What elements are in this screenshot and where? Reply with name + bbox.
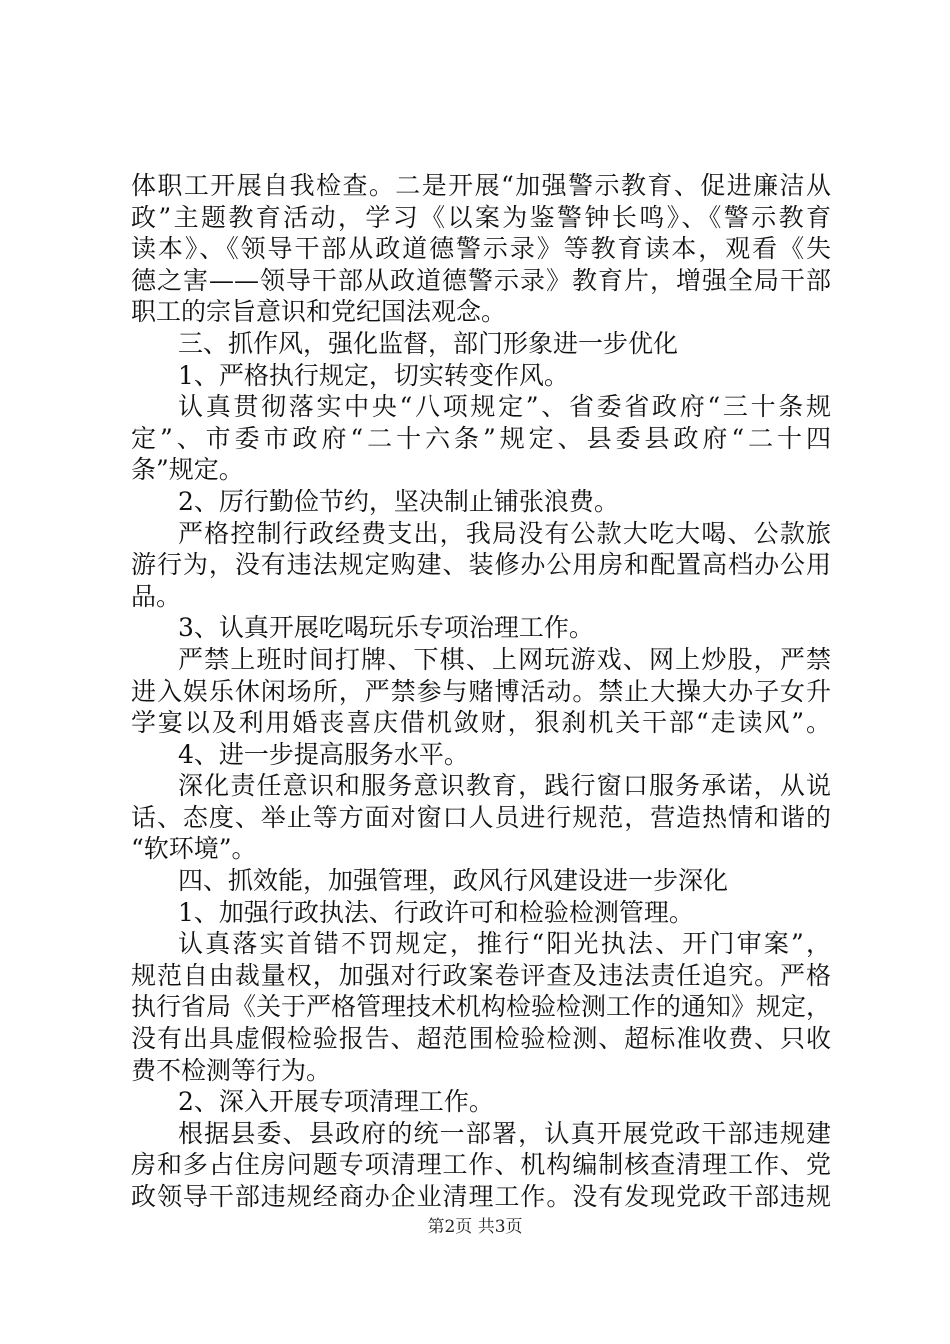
text-line: 3、认真开展吃喝玩乐专项治理工作。: [178, 613, 594, 643]
text-line: 规范自由裁量权，加强对行政案卷评查及违法责任追究。严格: [131, 960, 831, 990]
text-line: 三、抓作风，强化监督，部门形象进一步优化: [178, 328, 679, 358]
text-line: 职工的宗旨意识和党纪国法观念。: [131, 297, 507, 327]
text-line: 品。: [131, 581, 182, 611]
text-line: 2、厉行勤俭节约，坚决制止铺张浪费。: [178, 486, 619, 516]
page-footer: [0, 1217, 950, 1237]
document-body: [131, 170, 831, 1213]
text-line: 费不检测等行为。: [131, 1055, 332, 1085]
page-number-label: 第2页 共3页: [427, 1217, 523, 1237]
text-line: 体职工开展自我检查。二是开展“加强警示教育、促进廉洁从: [131, 171, 831, 200]
text-line: “软环境”。: [131, 834, 257, 864]
text-line: 进入娱乐休闲场所，严禁参与赌博活动。禁止大操大办子女升: [131, 676, 831, 706]
text-line: 定”、市委市政府“二十六条”规定、县委县政府“二十四: [131, 423, 832, 453]
text-line: 认真落实首错不罚规定，推行“阳光执法、开门审案”，: [178, 929, 831, 959]
text-line: 1、加强行政执法、行政许可和检验检测管理。: [178, 897, 694, 927]
text-line: 德之害——领导干部从政道德警示录》教育片，增强全局干部: [131, 265, 831, 295]
text-line: 政领导干部违规经商办企业清理工作。没有发现党政干部违规: [131, 1182, 831, 1211]
text-line: 1、严格执行规定，切实转变作风。: [178, 360, 569, 390]
text-line: 读本》、《领导干部从政道德警示录》等教育读本，观看《失: [131, 234, 831, 264]
text-line: 四、抓效能，加强管理，政风行风建设进一步深化: [178, 866, 729, 896]
text-line: 话、态度、举止等方面对窗口人员进行规范，营造热情和谐的: [131, 802, 831, 832]
text-line: 执行省局《关于严格管理技术机构检验检测工作的通知》规定，: [131, 992, 832, 1022]
text-line: 房和多占住房问题专项清理工作、机构编制核查清理工作、党: [131, 1150, 831, 1180]
text-line: 4、进一步提高服务水平。: [178, 739, 469, 769]
text-line: 严格控制行政经费支出，我局没有公款大吃大喝、公款旅: [178, 518, 831, 548]
text-line: 认真贯彻落实中央“八项规定”、省委省政府“三十条规: [178, 392, 831, 422]
text-line: 游行为，没有违法规定购建、装修办公用房和配置高档办公用: [131, 550, 831, 580]
text-line: 没有出具虚假检验报告、超范围检验检测、超标准收费、只收: [131, 1024, 831, 1054]
text-line: 学宴以及利用婚丧喜庆借机敛财，狠刹机关干部“走读风”。: [131, 708, 831, 738]
text-line: 严禁上班时间打牌、下棋、上网玩游戏、网上炒股，严禁: [178, 644, 831, 674]
text-line: 深化责任意识和服务意识教育，践行窗口服务承诺，从说: [178, 771, 831, 801]
text-line: 政”主题教育活动，学习《以案为鉴警钟长鸣》、《警示教育: [131, 202, 831, 232]
text-line: 条”规定。: [131, 455, 244, 485]
text-line: 2、深入开展专项清理工作。: [178, 1087, 494, 1117]
text-line: 根据县委、县政府的统一部署，认真开展党政干部违规建: [178, 1118, 831, 1148]
